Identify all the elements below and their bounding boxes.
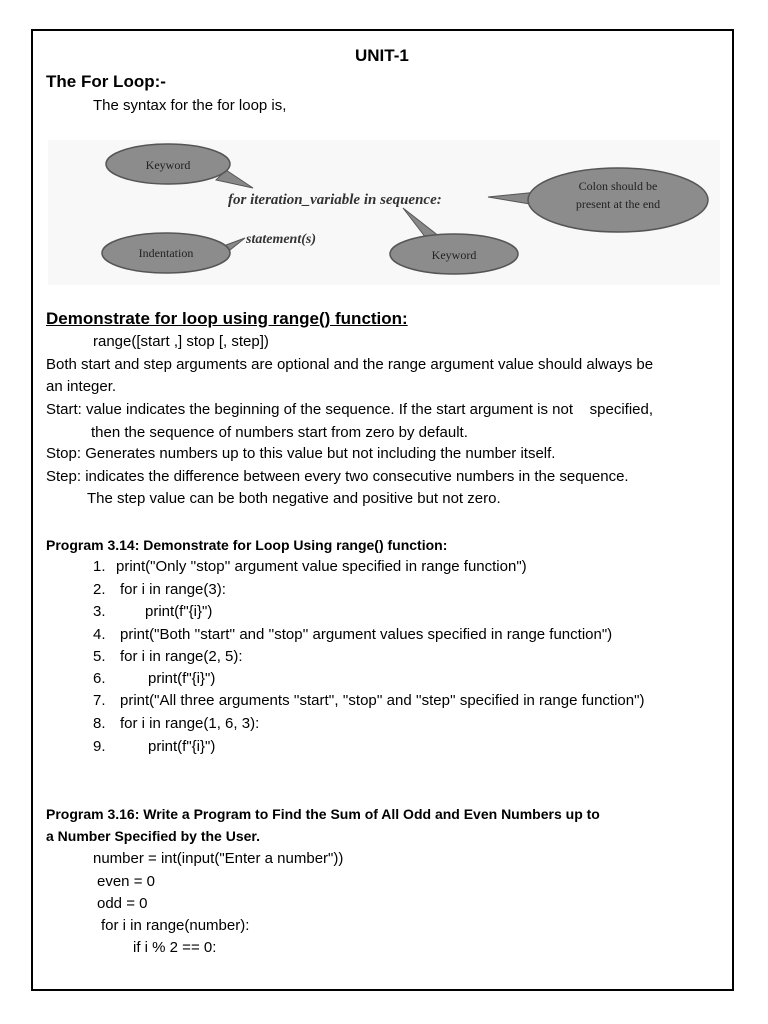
program-314-title: Program 3.14: Demonstrate for Loop Using range() function: bbox=[46, 537, 448, 553]
colon-label-line2: present at the end bbox=[575, 197, 661, 211]
line-number: 9. bbox=[93, 738, 106, 755]
stop-line: Stop: Generates numbers up to this value but not including the number itself. bbox=[46, 445, 556, 462]
statement-label: statement(s) bbox=[246, 232, 316, 247]
code-line: for i in range(2, 5): bbox=[120, 648, 243, 665]
line-number: 1. bbox=[93, 558, 106, 575]
line-number: 8. bbox=[93, 715, 106, 732]
code-line: number = int(input("Enter a number")) bbox=[93, 850, 344, 867]
keyword-top-label: Keyword bbox=[145, 158, 191, 172]
line-number: 7. bbox=[93, 692, 106, 709]
colon-label-line1: Colon should be bbox=[578, 179, 658, 193]
code-line: for i in range(number): bbox=[101, 917, 250, 934]
code-line: for i in range(3): bbox=[120, 581, 226, 598]
start-line1: Start: value indicates the beginning of the sequence. If the start argument is not specified, bbox=[46, 401, 654, 418]
range-syntax: range([start ,] stop [, step]) bbox=[93, 333, 269, 350]
line-number: 4. bbox=[93, 626, 106, 643]
program-316-title-line2: a Number Specified by the User. bbox=[46, 828, 260, 844]
line-number: 5. bbox=[93, 648, 106, 665]
code-line: print("Only ''stop'' argument value specified in range function") bbox=[116, 558, 527, 575]
keyword-bottom-label: Keyword bbox=[431, 248, 477, 262]
code-line: print(f"{i}") bbox=[148, 738, 216, 755]
program-316-title-line1: Program 3.16: Write a Program to Find the Sum of All Odd and Even Numbers up to bbox=[46, 806, 600, 822]
indentation-label: Indentation bbox=[138, 246, 194, 260]
code-line: for i in range(1, 6, 3): bbox=[120, 715, 260, 732]
code-line: odd = 0 bbox=[97, 895, 148, 912]
for-loop-syntax-diagram bbox=[48, 140, 720, 285]
code-line: if i % 2 == 0: bbox=[133, 939, 217, 956]
step-line1: Step: indicates the difference between every two consecutive numbers in the sequence. bbox=[46, 468, 629, 485]
line-number: 3. bbox=[93, 603, 106, 620]
code-line: print("All three arguments ''start'', ''stop'' and ''step'' specified in range function") bbox=[120, 692, 645, 709]
section-title: The For Loop:- bbox=[46, 72, 166, 91]
unit-title: UNIT-1 bbox=[355, 46, 409, 65]
para-line1: Both start and step arguments are optional and the range argument value should always be bbox=[46, 356, 654, 373]
step-line2: The step value can be both negative and positive but not zero. bbox=[87, 490, 501, 507]
code-line: print(f"{i}") bbox=[145, 603, 213, 620]
line-number: 2. bbox=[93, 581, 106, 598]
code-line: even = 0 bbox=[97, 873, 155, 890]
start-line2: then the sequence of numbers start from zero by default. bbox=[91, 424, 468, 441]
syntax-line: for iteration_variable in sequence: bbox=[228, 192, 442, 208]
code-line: print(f"{i}") bbox=[148, 670, 216, 687]
para-line2: an integer. bbox=[46, 378, 117, 395]
code-line: print("Both ''start'' and ''stop'' argument values specified in range function") bbox=[120, 626, 613, 643]
demo-heading: Demonstrate for loop using range() function: bbox=[46, 309, 408, 328]
syntax-intro: The syntax for the for loop is, bbox=[93, 97, 287, 114]
line-number: 6. bbox=[93, 670, 106, 687]
